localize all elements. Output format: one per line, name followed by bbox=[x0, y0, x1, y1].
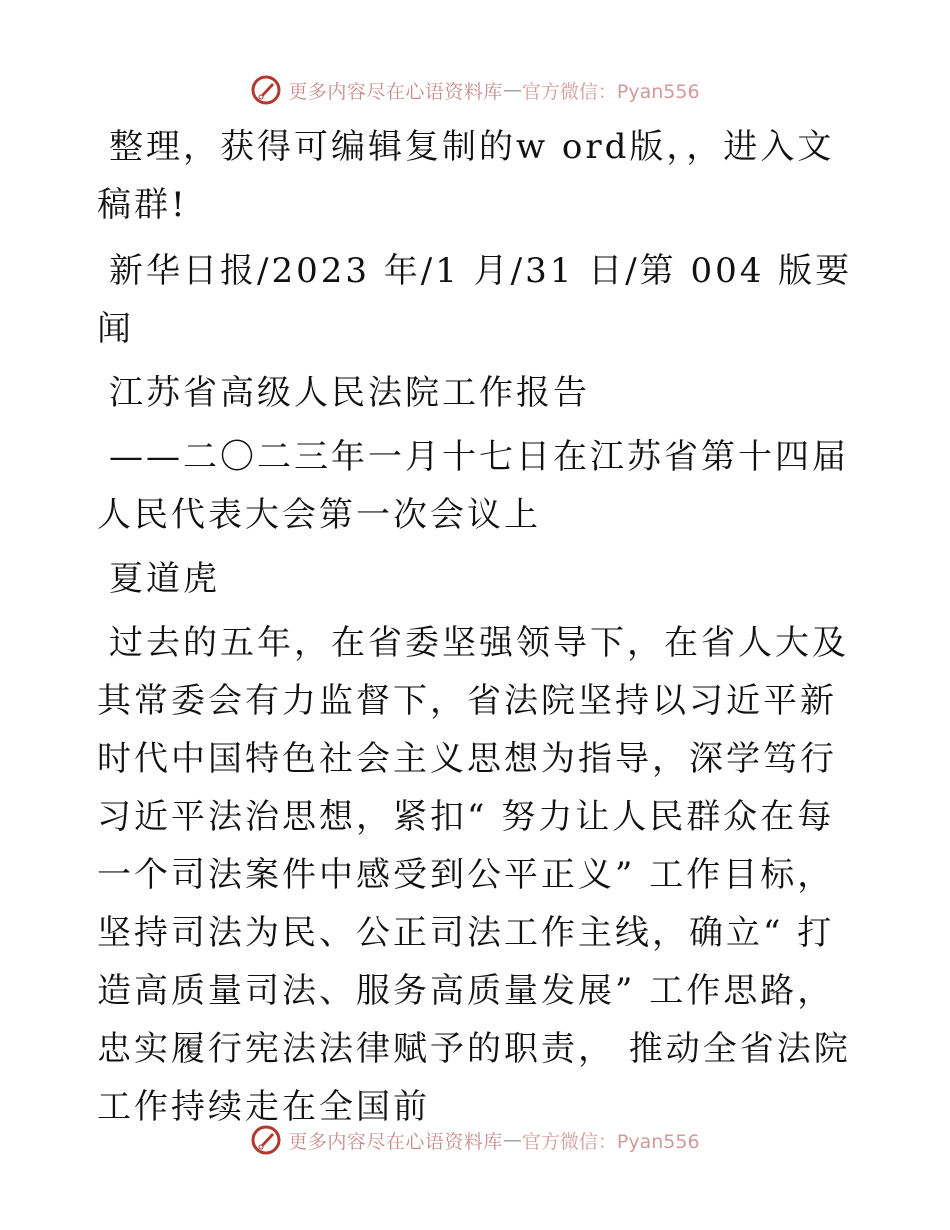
document-title: 江苏省高级人民法院工作报告 bbox=[109, 373, 590, 413]
document-subtitle: ——二〇二三年一月十七日在江苏省第十四届人民代表大会第一次会议上 bbox=[97, 437, 849, 535]
watermark-brand-text: 更多内容尽在心语资料库 bbox=[288, 1130, 503, 1153]
watermark-separator: — bbox=[502, 79, 522, 101]
pen-logo-icon bbox=[250, 1124, 282, 1156]
watermark-wechat-text: 官方微信：Pyan556 bbox=[521, 80, 700, 103]
watermark-brand-text: 更多内容尽在心语资料库 bbox=[288, 80, 503, 103]
footer-watermark bbox=[0, 1120, 950, 1160]
watermark-separator: — bbox=[502, 1129, 522, 1151]
intro-line: 整理，获得可编辑复制的w ord版，，进入文稿群! bbox=[97, 127, 835, 225]
pen-logo-icon bbox=[250, 74, 282, 106]
header-watermark bbox=[0, 70, 950, 110]
body-paragraph: 过去的五年，在省委坚强领导下，在省人大及其常委会有力监督下，省法院坚持以习近平新时代中国特色社会主义思想为指导，深学笃行习近平法治思想，紧扣“ 努力让人民群众在每一个司法案件中感受到公平正义” 工作目标，坚持司法为民、公正司法工作主线，确立“ 打造高质量司法、服务高质量发展” 工作思路， 忠实履行宪法法律赋予的职责， 推动全省法院工作持续走在全国前 bbox=[97, 623, 851, 1127]
author-name: 夏道虎 bbox=[109, 559, 220, 599]
watermark-wechat-text: 官方微信：Pyan556 bbox=[521, 1130, 700, 1153]
document-content bbox=[97, 118, 857, 1136]
source-line: 新华日报/2023 年/1 月/31 日/第 004 版要闻 bbox=[97, 251, 853, 349]
